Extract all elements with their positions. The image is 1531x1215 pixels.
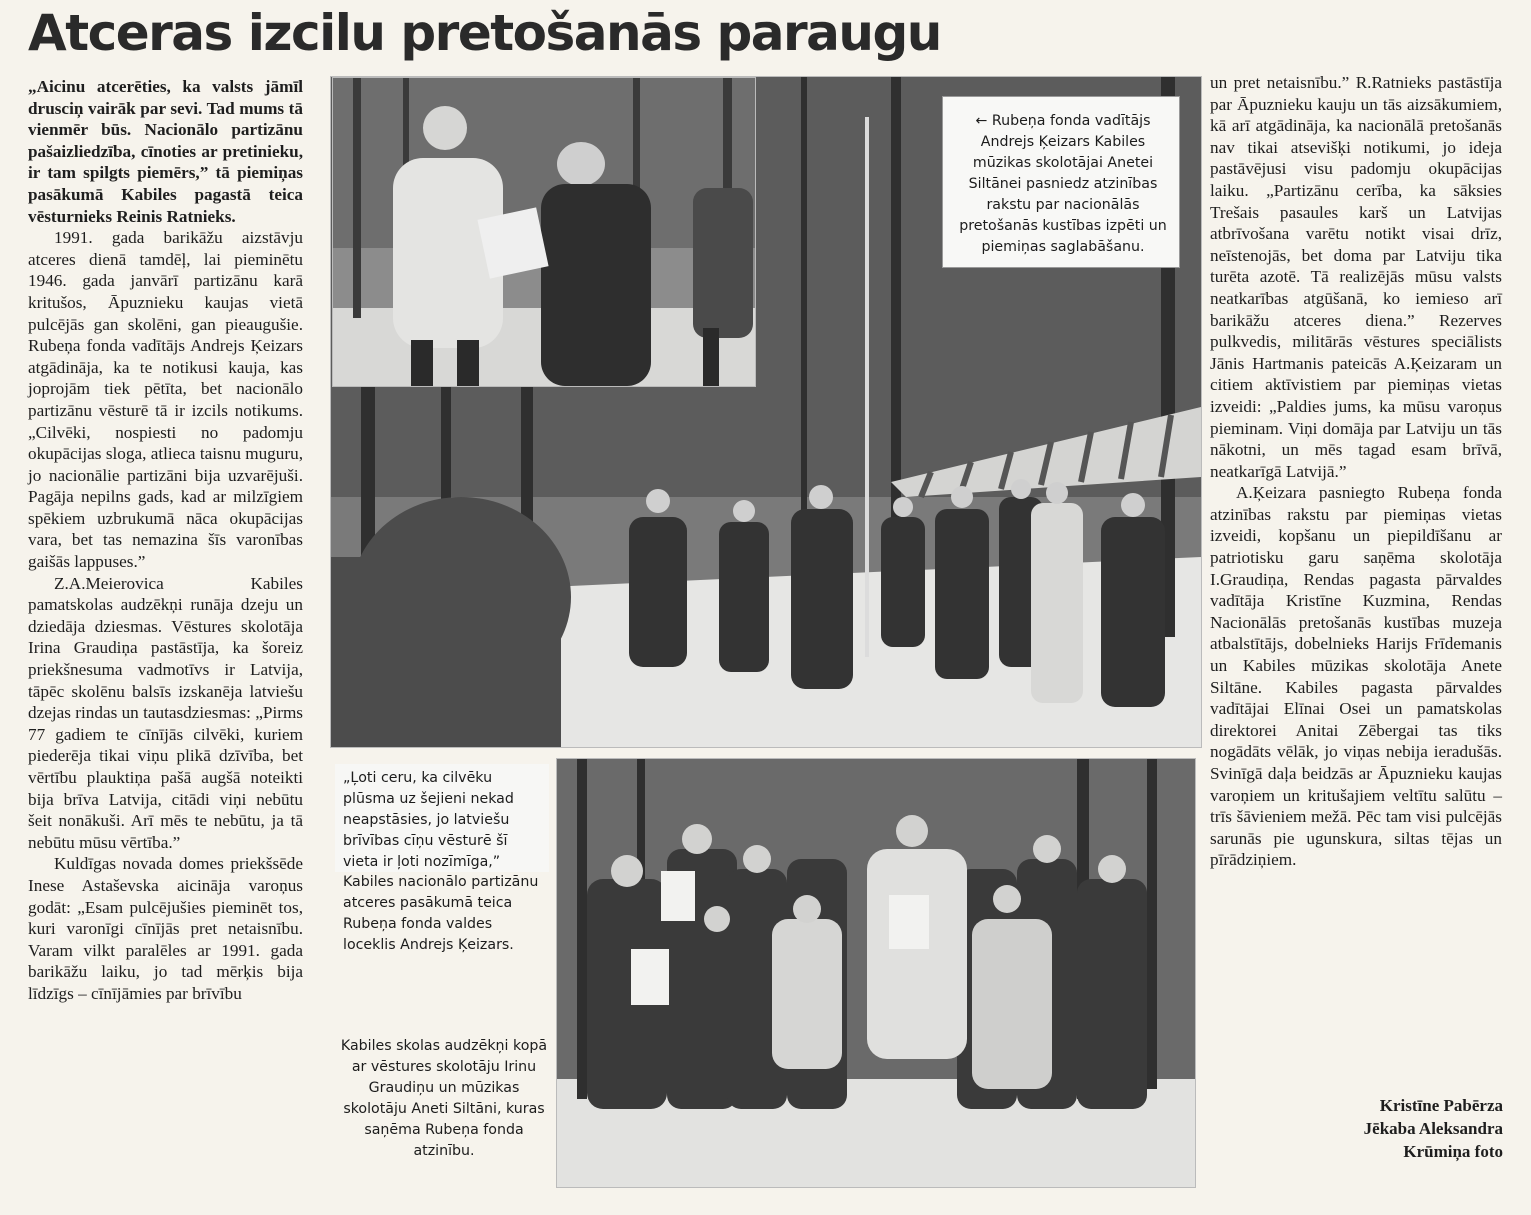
caption-students-text: Kabiles skolas audzēkņi kopā ar vēstures skolotāju Irinu Graudiņu un mūzikas skolotāju Aneti Siltāni, kuras saņēma Rubeņa fonda atzinību. <box>340 1038 548 1159</box>
caption-award <box>942 96 1180 268</box>
byline-photo-credit-2: Krūmiņa foto <box>1403 1142 1503 1161</box>
article-lead: „Aicinu atcerēties, ka valsts jāmīl drusciņ vairāk par sevi. Tad mums tā vienmēr būs. Nacionālo partizānu pašaizliedzība, cīnoties ar pretinieku, ir tam spilgts piemērs,” tā piemiņas pasākumā Kabiles pagastā teica vēsturnieks Reinis Ratnieks. <box>28 77 303 226</box>
photo-award-handover <box>332 77 756 387</box>
right-text-column <box>1210 72 1502 871</box>
article-paragraph: A.Ķeizara pasniegto Rubeņa fonda atzinības rakstu par piemiņas vietas izveidi, kopšanu un piepildīšanu ar patriotisku garu saņēma skolotāja I.Graudiņa, Rendas pagasta pārvaldes vadītāja Kristīne Kuzmina, Rendas Nacionālās pretošanās kustības muzeja atbalstītājs, dobelnieks Harijs Frīdemanis un Kabiles mūzikas skolotāja Anete Siltāne. Kabiles pagasta pārvaldes vadītājai Elīnai Osei un pamatskolas direktorei Anitai Zēbergai tas tiks nogādāts vēlāk, jo viņas nebija ieradušās. Svinīgā daļa beidzās ar Āpuznieku kaujas varoņiem un kritušajiem veltītu salūtu – trīs šāvieniem mežā. Pēc tam visi pulcējās sarunās pie ugunskura, siltas tējas un pīrādziņiem. <box>1210 483 1502 870</box>
article-paragraph: 1991. gada barikāžu aizstāvju atceres dienā tamdēļ, lai pieminētu 1946. gada janvārī partizānu karā kritušos, Āpuznieku kaujas vietā pulcējās gan skolēni, gan pieaugušie. Rubeņa fonda vadītājs Andrejs Ķeizars atgādināja, ka te notikusi kauja, kas joprojām tiek pētīta, bet nacionālo partizānu vēsturē tā ir izcils notikums. „Cilvēki, nospiesti no padomju okupācijas sloga, atliecа taisnu muguru, jo nacionālie partizāni bija uzvarējuši. Pagāja nepilns gads, kad ar milzīgiem spēkiem uzbrukumā nāca okupācijas vara, bet tas nemazina šīs varonības gaišās lappuses.” <box>28 228 303 572</box>
article-paragraph: Kuldīgas novada domes priekšsēde Inese Astaševska aicināja varoņus godāt: „Esam pulcējušies pieminēt tos, kuri varonīgi cīnījās pret netaisnību. Varam vilkt paralēles ar 1991. gada barikāžu laiku, jo tad mērķis bija līdzīgs – cīnījāmies par brīvību <box>28 854 303 1003</box>
caption-award-text: ← Rubeņa fonda vadītājs Andrejs Ķeizars Kabiles mūzikas skolotājai Anetei Siltānei pasniedz atzinības rakstu par nacionālās pretošanās kustības izpēti un piemiņas saglabāšanu. <box>959 113 1167 255</box>
byline-author: Kristīne Pabērza <box>1379 1096 1503 1115</box>
caption-quote <box>335 764 549 872</box>
byline-photo-credit: Jēkaba Aleksandra <box>1363 1119 1503 1138</box>
caption-quote-attribution-text: Kabiles nacionālo partizānu atceres pasākumā teica Rubeņa fonda valdes loceklis Andrejs Ķeizars. <box>343 874 539 953</box>
article-paragraph: un pret netaisnību.” R.Ratnieks pastāstīja par Āpuznieku kauju un tās aizsākumiem, kā arī atgādināja, ka nacionālā pretošanās nav tikai atsevišķi notikumi, jo ideja pastāvējusi visu padomju okupācijas laiku. „Partizānu cerība, ka sāksies Trešais pasaules karš un Latvijas atbrīvošana varētu notikt visai drīz, neīstenojās, bet doma par Latviju tika turēta azotē. Tā realizējās mūsu valsts neatkarības atgūšanā, ko iemieso arī barikāžu atceres diena.” Rezerves pulkvedis, militārās vēstures speciālists Jānis Hartmanis pateicās A.Ķeizaram un citiem aktīvistiem par piemiņas vietas izveidi: „Paldies jums, ka mūsu varoņus pieminam. Viņi domāja par Latviju un tās nākotni, un mēs tagad esam brīvā, neatkarīgā Latvijā.” <box>1210 73 1502 481</box>
caption-quote-text: „Ļoti ceru, ka cilvēku plūsma uz šejieni nekad neapstāsies, jo latviešu brīvības cīņu vēsturē šī vieta ir ļoti nozīmīga,” <box>343 770 514 870</box>
photo-students-group <box>556 758 1196 1188</box>
caption-quote-attribution <box>335 872 549 956</box>
article-headline: Atceras izcilu pretošanās paraugu <box>28 4 941 62</box>
caption-students <box>340 1036 548 1162</box>
article-paragraph: Z.A.Meierovica Kabiles pamatskolas audzēkņi runāja dzeju un dziedāja dziesmas. Vēstures skolotāja Irina Graudiņa pastāstīja, ka šoreiz priekšnesuma vadmotīvs ir Latvija, tāpēc skolēnu balsīs izskanēja latviešu dzejas rindas un tautasdziesmas: „Pirms 77 gadiem te cīnījās cilvēki, kuriem piederēja tikai viņu plikā dzīvība, bet vērtību plauktiņa pašā augšā noteikti bija brīva Latvija, citādi viņi nebūtu šeit nonākuši. Arī mēs te nebūtu, ja tā nebūtu mūsu vērtība.” <box>28 573 303 852</box>
byline <box>1364 1094 1503 1163</box>
left-text-column <box>28 76 303 1005</box>
